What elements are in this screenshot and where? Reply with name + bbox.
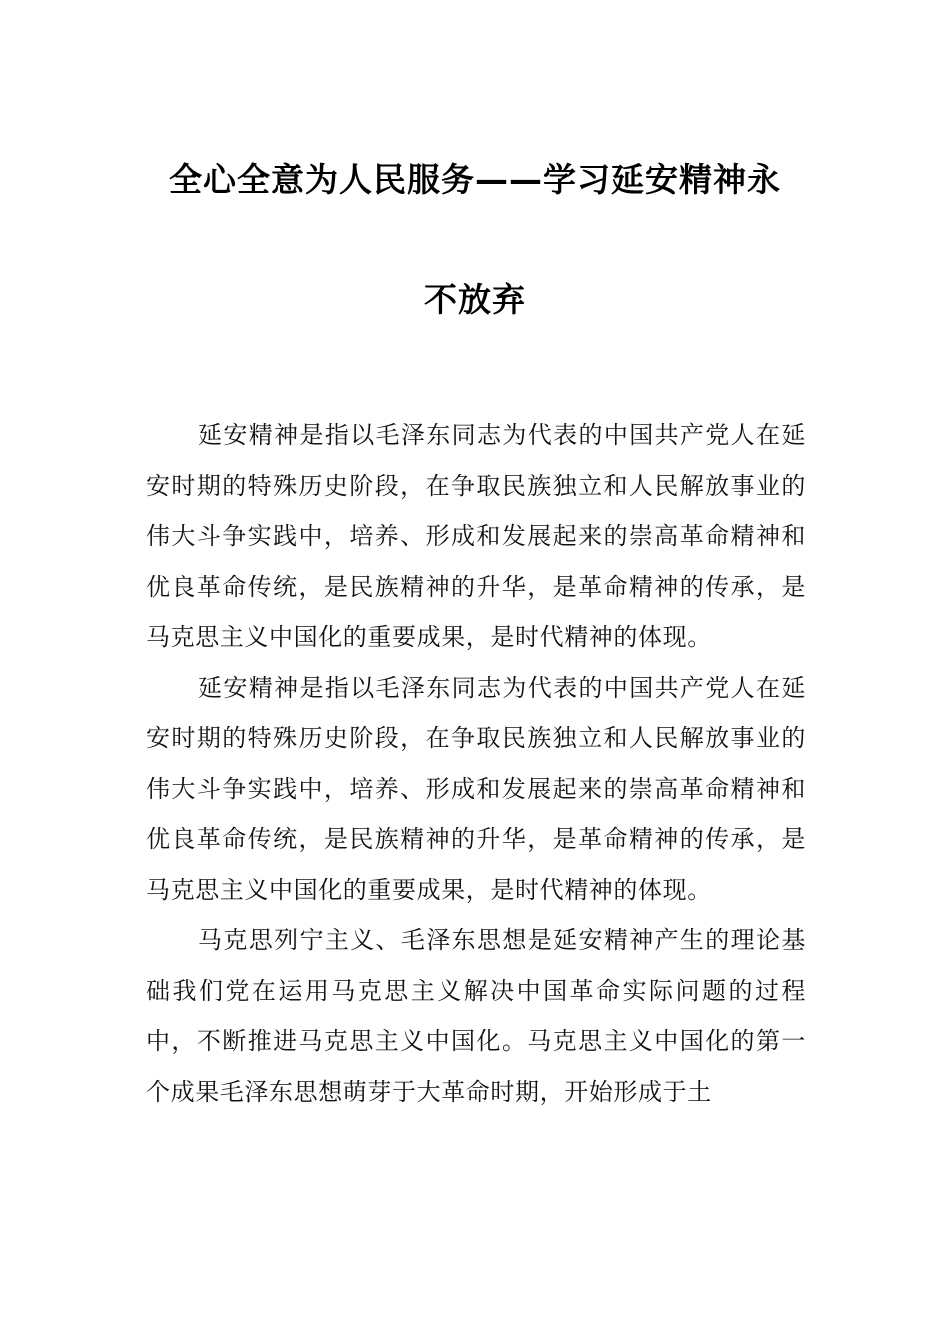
- document-body: [146, 410, 806, 1117]
- document-title-line-1: 全心全意为人民服务——学习延安精神永: [169, 160, 781, 199]
- document-title-line-2: 不放弃: [424, 280, 526, 319]
- paragraph: 延安精神是指以毛泽东同志为代表的中国共产党人在延安时期的特殊历史阶段，在争取民族独立和人民解放事业的伟大斗争实践中，培养、形成和发展起来的崇高革命精神和优良革命传统，是民族精神的升华，是革命精神的传承，是马克思主义中国化的重要成果，是时代精神的体现。: [146, 673, 806, 904]
- paragraph: 延安精神是指以毛泽东同志为代表的中国共产党人在延安时期的特殊历史阶段，在争取民族独立和人民解放事业的伟大斗争实践中，培养、形成和发展起来的崇高革命精神和优良革命传统，是民族精神的升华，是革命精神的传承，是马克思主义中国化的重要成果，是时代精神的体现。: [146, 421, 806, 651]
- paragraph: 马克思列宁主义、毛泽东思想是延安精神产生的理论基础我们党在运用马克思主义解决中国革命实际问题的过程中，不断推进马克思主义中国化。马克思主义中国化的第一个成果毛泽东思想萌芽于大革命时期，开始形成于土: [146, 926, 806, 1106]
